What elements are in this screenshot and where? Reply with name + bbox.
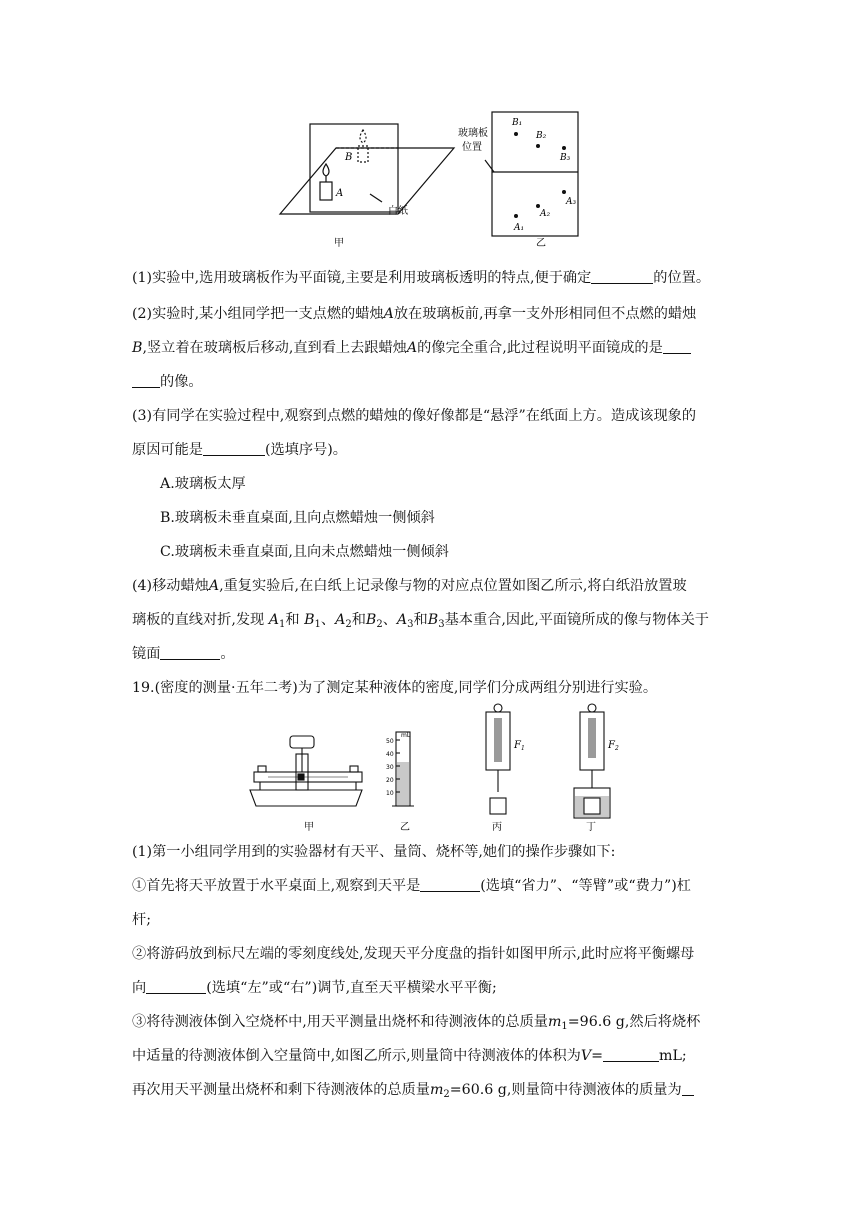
q19-step2-line1: ②将游码放到标尺左端的零刻度线处,发现天平分度盘的指针如图甲所示,此时应将平衡螺母 [132,946,695,962]
answer-blank-1 [591,269,653,284]
q19-step2-line2: 向 (选填“左”或“右”)调节,直至天平横梁水平平衡; [132,980,497,996]
density-experiment-figure [240,702,640,836]
q18-part1: (1)实验中,选用玻璃板作为平面镜,主要是利用玻璃板透明的特点,便于确定 的位置。 [132,270,711,286]
label-F1: $F_1$ [514,740,525,752]
cyl-tick-50: 50 [386,738,394,745]
caption-bing: 丙 [492,822,502,833]
q19-step3-line1: ③将待测液体倒入空烧杯中,用天平测量出烧杯和待测液体的总质量$m_1=96.6$ g,然后将烧杯 [132,1014,701,1032]
figure-yi [485,112,578,236]
answer-blank-3 [203,441,265,456]
record-points [514,132,566,218]
q19-title: 19.(密度的测量·五年二考)为了测定某种液体的密度,同学们分成两组分别进行实验。 [132,680,658,696]
label-B: B [345,152,353,163]
cyl-unit: mL [401,732,411,739]
cyl-tick-40: 40 [386,751,394,758]
answer-blank-2b [132,373,160,388]
label-A: A [336,188,344,199]
caption-yi: 乙 [536,238,546,249]
point-A1: A₁ [514,223,525,233]
option-B: B.玻璃板未垂直桌面,且向点燃蜡烛一侧倾斜 [160,510,435,526]
caption-yi-19: 乙 [400,822,410,833]
answer-blank-7 [603,1047,659,1062]
balance [250,736,362,806]
q19-step1-line1: ①首先将天平放置于水平桌面上,观察到天平是 (选填“省力”、“等臂”或“费力”)杠 [132,878,691,894]
point-B2: B₂ [536,131,547,141]
point-A3: A₃ [566,197,577,207]
q18-part4-line2: 璃板的直线对折,发现 $A_1$和 $B_1$、$A_2$和$B_2$、$A_3$和$B_3$基本重合,因此,平面镜所成的像与物体关于 [132,612,709,630]
q19-part1: (1)第一小组同学用到的实验器材有天平、量筒、烧杯等,她们的操作步骤如下: [132,844,616,860]
q18-part4-line1: (4)移动蜡烛A,重复实验后,在白纸上记录像与物的对应点位置如图乙所示,将白纸沿放置玻 [132,578,687,594]
point-B3: B₃ [560,153,571,163]
caption-jia: 甲 [334,238,344,249]
point-A2: A₂ [540,209,551,219]
answer-blank-4 [160,645,220,660]
cyl-tick-20: 20 [386,777,394,784]
spring-scale-liquid [574,704,610,818]
graduated-cylinder [392,732,414,806]
q18-part2-line1: (2)实验时,某小组同学把一支点燃的蜡烛A放在玻璃板前,再拿一支外形相同但不点燃的蜡烛 [132,306,697,322]
label-glass-position-1: 玻璃板 [458,128,488,139]
q18-part2-line2: B,竖立着在玻璃板后移动,直到看上去跟蜡烛A的像完全重合,此过程说明平面镜成的是 [132,338,732,358]
q18-part3-line2: 原因可能是 (选填序号)。 [132,442,347,458]
label-white-paper: 白纸 [388,206,408,217]
q18-part3-line1: (3)有同学在实验过程中,观察到点燃的蜡烛的像好像都是“悬浮”在纸面上方。造成该现象的 [132,408,697,424]
caption-jia-19: 甲 [304,822,314,833]
spring-scale-air [486,704,510,814]
q18-part2-line3: 的像。 [132,372,732,392]
answer-blank-5 [420,877,480,892]
label-glass-position-2: 位置 [462,142,482,153]
q19-step3-line3: 再次用天平测量出烧杯和剩下待测液体的总质量$m_2=60.6$ g,则量筒中待测液体的质量为 [132,1080,732,1100]
mirror-experiment-figure [272,108,612,252]
answer-blank-2a [663,339,691,354]
point-B1: B₁ [512,118,523,128]
q19-step3-line2: 中适量的待测液体倒入空量筒中,如图乙所示,则量筒中待测液体的体积为V= mL; [132,1048,687,1064]
option-C: C.玻璃板未垂直桌面,且向未点燃蜡烛一侧倾斜 [160,544,449,560]
cyl-tick-10: 10 [386,790,394,797]
label-F2: $F_2$ [608,740,619,752]
cyl-tick-30: 30 [386,764,394,771]
q19-step1-line2: 杆; [132,912,151,928]
answer-blank-8 [682,1081,694,1096]
figure-jia [280,124,454,214]
q18-part4-line3: 镜面 。 [132,646,235,662]
option-A: A.玻璃板太厚 [160,476,246,492]
caption-ding: 丁 [586,822,596,833]
answer-blank-6 [146,979,206,994]
